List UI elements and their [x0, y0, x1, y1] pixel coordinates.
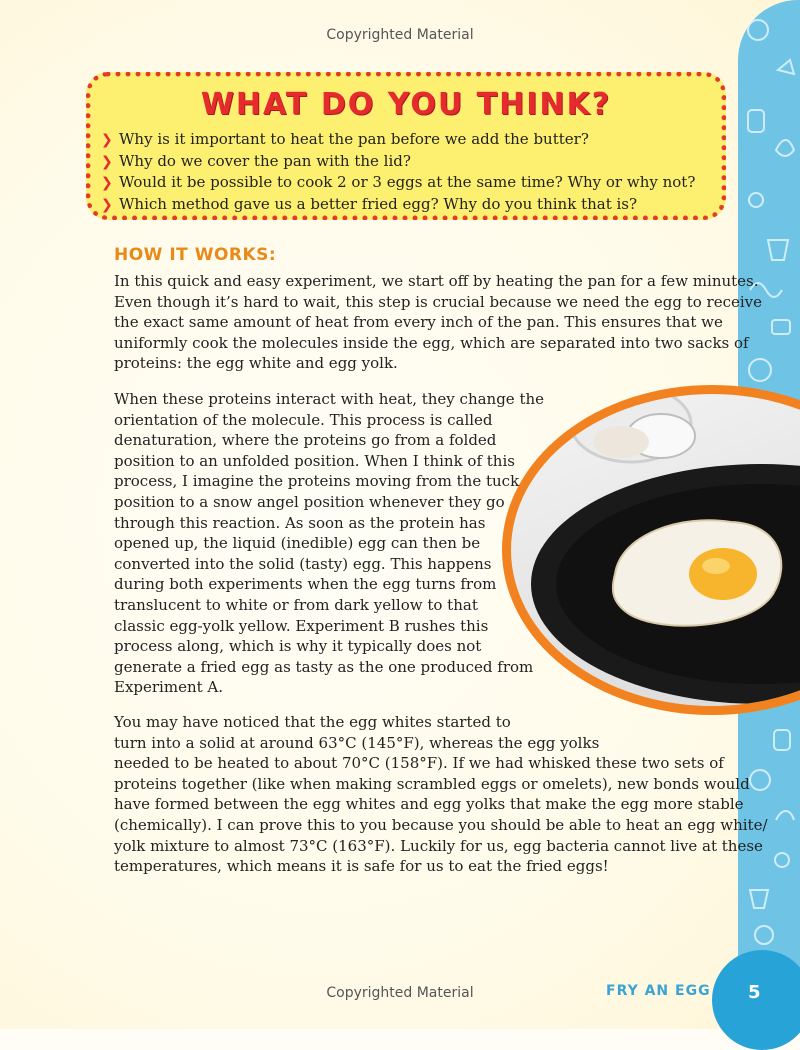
list-item: ❯ Which method gave us a better fried egg? Why do you think that is?	[101, 194, 695, 216]
chevron-right-icon: ❯	[101, 132, 113, 148]
chevron-right-icon: ❯	[101, 153, 113, 170]
page-number: 5	[748, 982, 761, 1003]
copyright-watermark-bottom: Copyrighted Material	[326, 985, 474, 1001]
chevron-right-icon: ❯	[101, 175, 113, 191]
list-item: ❯ Would it be possible to cook 2 or 3 eggs at the same time? Why or why not?	[101, 172, 695, 194]
paragraph-temperatures: You may have noticed that the egg whites started to turn into a solid at around 63°C (145°F), whereas the egg yolks needed to be heated to about 70°C (158°F). If we had whisked these two sets of proteins together (like when making scrambled eggs or omelets), new bonds would have formed between the egg whites and egg yolks that make the egg more stable (chemically). I can prove this to you because you should be able to heat an egg white/ yolk mixture to almost 73°C (163°F). Luckily for us, egg bacteria cannot live at these temperatures, which means it is safe for us to eat the fried eggs!	[114, 713, 768, 876]
chapter-footer-label: FRY AN EGG	[606, 983, 711, 999]
question-list	[101, 129, 695, 215]
what-do-you-think-box	[86, 72, 726, 220]
think-box-title: WHAT DO YOU THINK?	[200, 87, 612, 122]
paragraph-denaturation: When these proteins interact with heat, they change the orientation of the molecule. This process is called denaturation, where the proteins go from a folded position to an unfolded position. When I think of this process, I imagine the proteins moving from the tuck position to a snow angel position whenever they go through this reaction. As soon as the protein has opened up, the liquid (inedible) egg can then be converted into the solid (tasty) egg. This happens during both experiments when the egg turns from translucent to white or from dark yellow to that classic egg-yolk yellow. Experiment B rushes this process along, which is why it typically does not generate a fried egg as tasty as the one produced from Experiment A.	[114, 390, 545, 697]
list-item: ❯ Why is it important to heat the pan before we add the butter?	[101, 129, 695, 151]
chevron-right-icon: ❯	[101, 196, 113, 213]
paragraph-intro: In this quick and easy experiment, we start off by heating the pan for a few minutes. Even though it’s hard to wait, this step is crucial because we need the egg to receive the exact same amount of heat from every inch of the pan. This ensures that we uniformly cook the molecules inside the egg, which are separated into two sacks of proteins: the egg white and egg yolk.	[114, 272, 763, 373]
fried-egg-photo-image	[511, 394, 800, 706]
how-it-works-heading: HOW IT WORKS:	[114, 245, 277, 265]
list-item: ❯ Why do we cover the pan with the lid?	[101, 151, 695, 173]
copyright-watermark-top: Copyrighted Material	[326, 27, 474, 43]
